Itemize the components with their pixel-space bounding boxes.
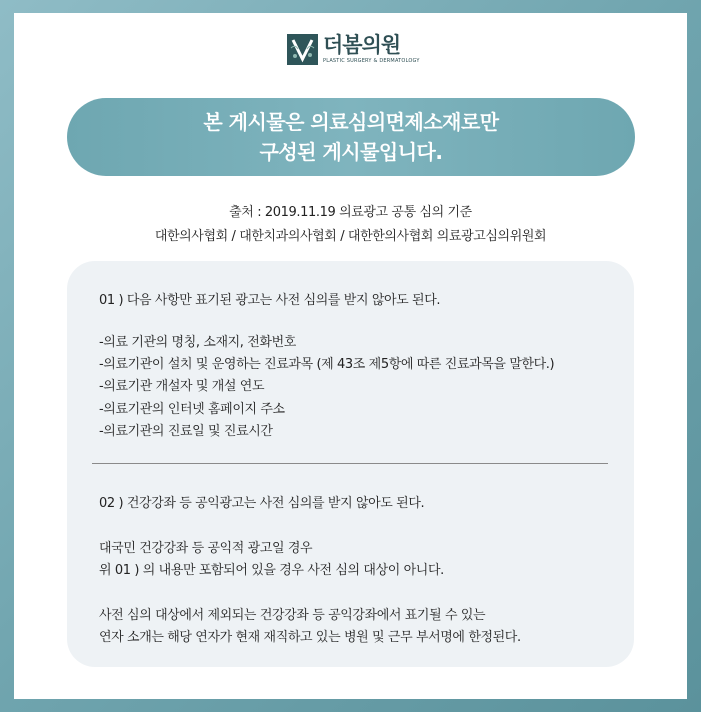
section-2-paragraph-line: 연자 소개는 해당 연자가 현재 재직하고 있는 병원 및 근무 부서명에 한정된다. — [99, 630, 521, 645]
section-2-paragraph-line: 위 01 ) 의 내용만 포함되어 있을 경우 사전 심의 대상이 아니다. — [99, 563, 444, 578]
banner-line-1: 본 게시물은 의료심의면제소재로만 — [203, 110, 499, 134]
clinic-logo — [287, 27, 420, 71]
section-1-item: -의료기관의 인터넷 홈페이지 주소 — [99, 402, 285, 417]
clinic-name: 더봄의원 — [323, 32, 401, 57]
section-1-item: -의료기관 개설자 및 개설 연도 — [99, 379, 265, 394]
section-2-paragraph-line: 사전 심의 대상에서 제외되는 건강강좌 등 공익강좌에서 표기될 수 있는 — [99, 608, 486, 623]
banner-line-2: 구성된 게시물입니다. — [259, 140, 443, 164]
clinic-subtitle: PLASTIC SURGERY & DERMATOLOGY — [323, 57, 420, 64]
section-2-paragraph-line: 대국민 건강강좌 등 공익적 광고일 경우 — [99, 541, 313, 556]
source-line-1: 출처 : 2019.11.19 의료광고 공통 심의 기준 — [229, 205, 472, 220]
section-1-item: -의료 기관의 명칭, 소재지, 전화번호 — [99, 335, 296, 350]
section-1-item: -의료기관이 설치 및 운영하는 진료과목 (제 43조 제5항에 따른 진료과목을 말한다.) — [99, 357, 555, 372]
section-1-item: -의료기관의 진료일 및 진료시간 — [99, 424, 273, 439]
section-2-heading: 02 ) 건강강좌 등 공익광고는 사전 심의를 받지 않아도 된다. — [99, 496, 425, 511]
v-monogram-icon — [287, 34, 318, 65]
exemption-banner — [67, 98, 635, 176]
section-divider — [92, 463, 608, 464]
section-1-heading: 01 ) 다음 사항만 표기된 광고는 사전 심의를 받지 않아도 된다. — [99, 293, 441, 308]
source-line-2: 대한의사협회 / 대한치과의사협회 / 대한한의사협회 의료광고심의위원회 — [154, 229, 547, 244]
